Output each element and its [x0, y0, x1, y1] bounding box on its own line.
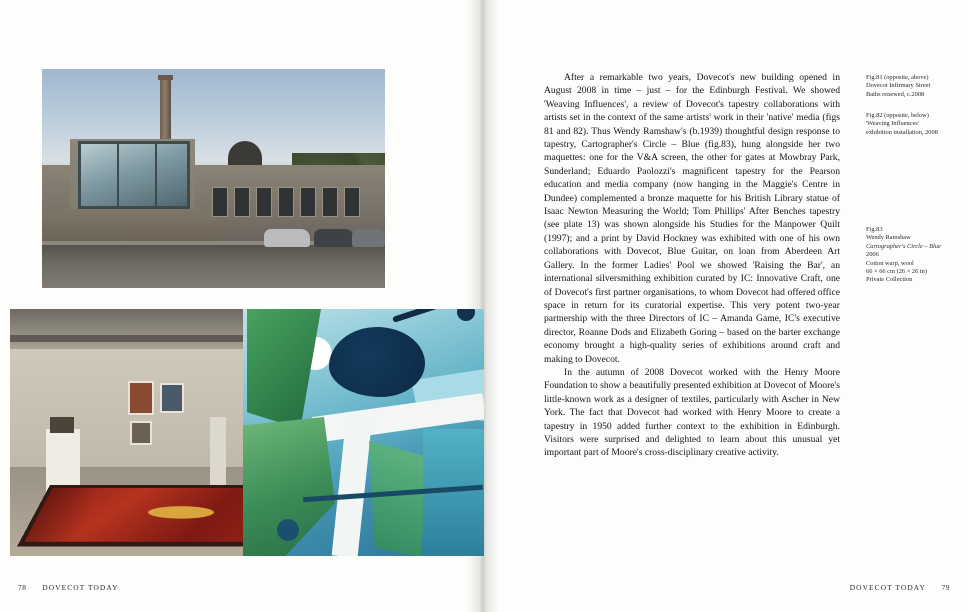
parked-car — [352, 229, 385, 247]
folio-left — [18, 583, 119, 592]
caption-fig-83 — [866, 226, 958, 285]
tapestry-shape-navy — [329, 327, 425, 397]
glazed-entrance — [78, 141, 190, 209]
page-number-left: 78 — [18, 583, 27, 592]
body-paragraph-2: In the autumn of 2008 Dovecot worked with the Henry Moore Foundation to show a beautifully presented exhibition at Dovecot of Moore's little-known work as a designer of textiles, particularly with Ascher in New York. The fact that Dovecot had worked with Henry Moore to create a tapestry in 1950 added further context to the exhibition in Edinburgh. Visitors were surprised and delighted to learn about this unusual yet important part of Moore's cross-disciplinary creative activity. — [544, 366, 840, 459]
caption-line: 'Weaving Influences' — [866, 120, 920, 128]
caption-line: 66 × 66 cm (26 × 26 in) — [866, 268, 927, 276]
window-row — [212, 187, 372, 221]
road — [42, 245, 385, 288]
tapestry-shape-green — [247, 309, 321, 429]
parked-car — [264, 229, 310, 247]
body-text-column — [544, 71, 840, 460]
caption-line: Dovecot Infirmary Street — [866, 82, 931, 90]
body-paragraph-1: After a remarkable two years, Dovecot's new building opened in August 2008 in time – just – for the Edinburgh Festival. We showed 'Weaving Influences', a review of Dovecot's tapestry collaborations with artists set in the context of the same artists' work in their 'native' media (figs 81 and 82). Thus Wendy Ramshaw's (b.1939) thoughtful design response to tapestry, Cartographer's Circle – Blue (fig.83), hung alongside her two maquettes: one for the V&A screen, the other for gates at Mowbray Park, Sunderland; Eduardo Paolozzi's magnificent tapestry for the Pearson education and media company (now hanging in the Maggie's Centre in Dundee) complemented a bronze maquette for his British Library statue of Isaac Newton Measuring the World; Tom Phillips' After Benches tapestry (see plate 13) was shown alongside his Studies for the Manpower Quilt (1997); and a print by David Hockney was exhibited with one of his own collaborations with Dovecot, Blue Guitar, on loan from Aberdeen Art Gallery. In the former Ladies' Pool we showed 'Raising the Bar', an international silversmithing exhibition curated by IC: Innovative Craft, one of Dovecot's first partner organisations, to whom Dovecot had offered office space in return for its curatorial expertise. This very potent two-year partnership with the three Directors of IC – Amanda Game, IC's executive director, Roanne Dods and Elizabeth Goring – based on the barter exchange economy brought a high-quality series of exhibitions around craft and making to Dovecot. — [544, 72, 840, 365]
caption-line: Baths renewed, c.2008 — [866, 90, 925, 98]
caption-line: Wendy Ramshaw — [866, 234, 911, 242]
caption-line: exhibition installation, 2008 — [866, 128, 938, 136]
caption-line: Private Collection — [866, 276, 913, 284]
framed-artwork — [130, 421, 152, 445]
caption-line: Cotton warp, wool — [866, 259, 914, 267]
caption-number: Fig.81 (opposite, above) — [866, 74, 929, 81]
caption-line: 2006 — [866, 251, 879, 259]
running-head-left: DOVECOT TODAY — [42, 583, 119, 592]
cartographers-circle-blue-tapestry — [243, 309, 484, 556]
framed-artwork — [160, 383, 184, 413]
folio-right — [850, 583, 950, 592]
caption-number: Fig.82 (opposite, below) — [866, 112, 929, 119]
tapestry-shape-green — [369, 441, 429, 556]
dovecot-exterior-photograph — [42, 69, 385, 288]
caption-fig-81 — [866, 74, 958, 99]
tapestry-shape-dot — [277, 519, 299, 541]
display-plinth — [210, 417, 226, 493]
running-head-right: DOVECOT TODAY — [849, 583, 926, 592]
page-number-right: 79 — [941, 583, 950, 592]
tapestry-shape-needle-ball — [457, 309, 475, 321]
caption-line: Cartographer's Circle – Blue — [866, 242, 941, 250]
parked-car — [314, 229, 354, 247]
plinth-object — [50, 417, 74, 433]
framed-artwork — [128, 381, 154, 415]
roof-dome — [228, 141, 262, 167]
caption-fig-82 — [866, 112, 958, 137]
caption-number: Fig.83 — [866, 226, 883, 233]
